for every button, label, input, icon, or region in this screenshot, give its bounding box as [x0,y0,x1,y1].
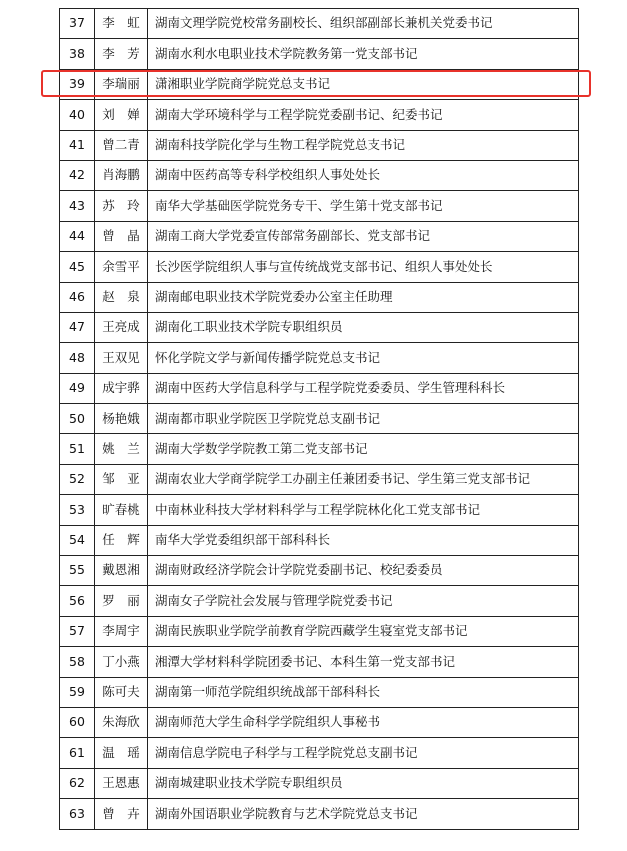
table-row [60,282,579,312]
table-row [60,677,579,707]
position-title: 湖南女子学院社会发展与管理学院党委书记 [148,586,579,616]
row-number: 49 [60,373,95,403]
row-number: 52 [60,464,95,494]
person-name: 旷春桃 [95,495,148,525]
table-row [60,191,579,221]
table-row [60,9,579,39]
person-name: 杨艳娥 [95,404,148,434]
person-name: 曾 晶 [95,221,148,251]
row-number: 43 [60,191,95,221]
person-name: 邹 亚 [95,464,148,494]
position-title: 湘潭大学材料科学院团委书记、本科生第一党支部书记 [148,647,579,677]
row-number: 48 [60,343,95,373]
position-title: 湖南第一师范学院组织统战部干部科科长 [148,677,579,707]
position-title: 湖南中医药大学信息科学与工程学院党委委员、学生管理科科长 [148,373,579,403]
table-row [60,39,579,69]
person-name: 曾二青 [95,130,148,160]
person-name: 李 芳 [95,39,148,69]
row-number: 54 [60,525,95,555]
table-row [60,647,579,677]
row-number: 51 [60,434,95,464]
person-name: 赵 泉 [95,282,148,312]
position-title: 湖南邮电职业技术学院党委办公室主任助理 [148,282,579,312]
cadre-list-table-container [59,8,579,830]
position-title: 湖南财政经济学院会计学院党委副书记、校纪委委员 [148,556,579,586]
table-row [60,404,579,434]
table-row [60,799,579,829]
person-name: 刘 婵 [95,100,148,130]
table-row [60,434,579,464]
table-row [60,160,579,190]
row-number: 46 [60,282,95,312]
position-title: 湖南工商大学党委宣传部常务副部长、党支部书记 [148,221,579,251]
person-name: 王恩惠 [95,768,148,798]
table-row [60,464,579,494]
table-body [60,9,579,830]
position-title: 中南林业科技大学材料科学与工程学院林化化工党支部书记 [148,495,579,525]
position-title: 长沙医学院组织人事与宣传统战党支部书记、组织人事处处长 [148,252,579,282]
table-row [60,707,579,737]
table-row [60,221,579,251]
table-row [60,130,579,160]
person-name: 丁小燕 [95,647,148,677]
person-name: 余雪平 [95,252,148,282]
table-row [60,495,579,525]
position-title: 湖南外国语职业学院教育与艺术学院党总支书记 [148,799,579,829]
person-name: 温 瑶 [95,738,148,768]
row-number: 60 [60,707,95,737]
person-name: 戴恩湘 [95,556,148,586]
position-title: 湖南信息学院电子科学与工程学院党总支副书记 [148,738,579,768]
row-number: 50 [60,404,95,434]
person-name: 罗 丽 [95,586,148,616]
position-title: 湖南科技学院化学与生物工程学院党总支书记 [148,130,579,160]
row-number: 37 [60,9,95,39]
position-title: 湖南大学环境科学与工程学院党委副书记、纪委书记 [148,100,579,130]
person-name: 姚 兰 [95,434,148,464]
position-title: 湖南师范大学生命科学学院组织人事秘书 [148,707,579,737]
position-title: 湖南民族职业学院学前教育学院西藏学生寝室党支部书记 [148,616,579,646]
row-number: 58 [60,647,95,677]
position-title: 湖南文理学院党校常务副校长、组织部副部长兼机关党委书记 [148,9,579,39]
table-row [60,343,579,373]
table-row [60,373,579,403]
row-number: 42 [60,160,95,190]
row-number: 57 [60,616,95,646]
table-row [60,768,579,798]
table-row [60,556,579,586]
row-number: 55 [60,556,95,586]
table-row [60,616,579,646]
row-number: 53 [60,495,95,525]
row-number: 61 [60,738,95,768]
position-title: 湖南水利水电职业技术学院教务第一党支部书记 [148,39,579,69]
row-number: 63 [60,799,95,829]
person-name: 王双见 [95,343,148,373]
person-name: 李 虹 [95,9,148,39]
table-row [60,252,579,282]
row-number: 47 [60,312,95,342]
position-title: 潇湘职业学院商学院党总支书记 [148,69,579,99]
person-name: 肖海鹏 [95,160,148,190]
position-title: 湖南大学数学学院教工第二党支部书记 [148,434,579,464]
row-number: 40 [60,100,95,130]
row-number: 44 [60,221,95,251]
person-name: 王亮成 [95,312,148,342]
person-name: 朱海欣 [95,707,148,737]
person-name: 陈可夫 [95,677,148,707]
person-name: 曾 卉 [95,799,148,829]
table-row [60,586,579,616]
position-title: 南华大学党委组织部干部科科长 [148,525,579,555]
position-title: 湖南农业大学商学院学工办副主任兼团委书记、学生第三党支部书记 [148,464,579,494]
cadre-list-table [59,8,579,830]
row-number: 38 [60,39,95,69]
row-number: 45 [60,252,95,282]
row-number: 59 [60,677,95,707]
position-title: 怀化学院文学与新闻传播学院党总支书记 [148,343,579,373]
person-name: 李周宇 [95,616,148,646]
row-number: 62 [60,768,95,798]
person-name: 苏 玲 [95,191,148,221]
person-name: 成宇骅 [95,373,148,403]
person-name: 李瑞丽 [95,69,148,99]
table-row [60,100,579,130]
table-row [60,525,579,555]
position-title: 湖南化工职业技术学院专职组织员 [148,312,579,342]
position-title: 湖南都市职业学院医卫学院党总支副书记 [148,404,579,434]
position-title: 南华大学基础医学院党务专干、学生第十党支部书记 [148,191,579,221]
row-number: 56 [60,586,95,616]
row-number: 41 [60,130,95,160]
table-row [60,312,579,342]
table-row [60,69,579,99]
position-title: 湖南城建职业技术学院专职组织员 [148,768,579,798]
table-row [60,738,579,768]
position-title: 湖南中医药高等专科学校组织人事处处长 [148,160,579,190]
person-name: 任 辉 [95,525,148,555]
row-number: 39 [60,69,95,99]
